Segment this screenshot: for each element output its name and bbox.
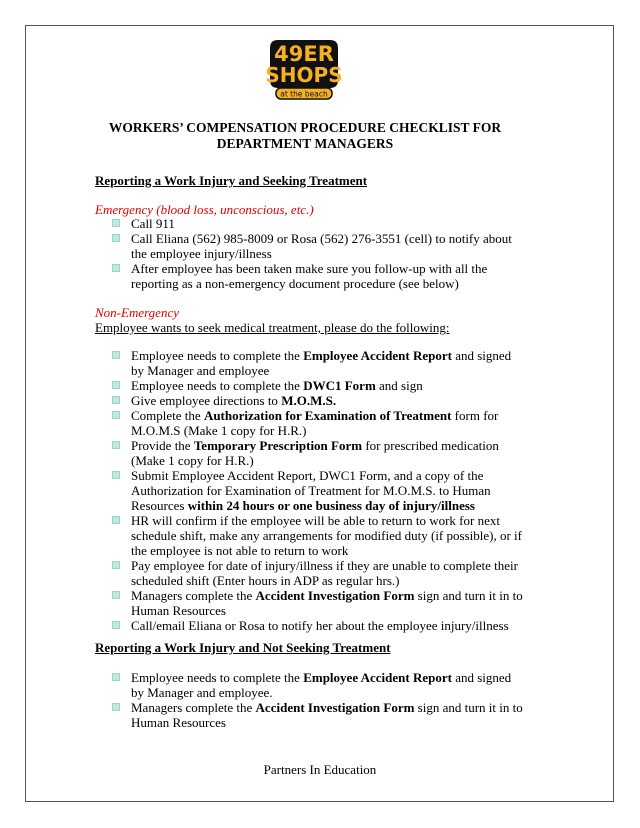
item-text: for prescribed medication bbox=[362, 438, 499, 453]
item-bold-text: Accident Investigation Form bbox=[255, 700, 415, 715]
item-text: After employee has been taken make sure you follow-up with all the bbox=[131, 261, 488, 276]
49er-shops-logo bbox=[264, 36, 344, 102]
item-text: Human Resources bbox=[131, 603, 226, 618]
emergency-checklist bbox=[95, 216, 512, 291]
checkbox-icon[interactable] bbox=[112, 703, 120, 711]
item-bold-text: Authorization for Examination of Treatment bbox=[203, 408, 452, 423]
document-title bbox=[95, 120, 515, 152]
checklist-item bbox=[95, 408, 523, 438]
checklist-item bbox=[95, 700, 523, 730]
item-text: Managers complete the bbox=[131, 700, 256, 715]
item-text: Call Eliana (562) 985-8009 or Rosa (562) 276-3551 (cell) to notify about bbox=[131, 231, 512, 246]
checklist-item bbox=[95, 348, 523, 378]
item-text: and signed bbox=[451, 670, 512, 685]
item-text: Employee needs to complete the bbox=[131, 348, 304, 363]
no-treatment-checklist bbox=[95, 670, 523, 730]
checkbox-icon[interactable] bbox=[112, 561, 120, 569]
checklist-item bbox=[95, 588, 523, 618]
checklist-item bbox=[95, 468, 523, 513]
checkbox-icon[interactable] bbox=[112, 516, 120, 524]
item-bold-text: DWC1 Form bbox=[303, 378, 376, 393]
item-text: and sign bbox=[375, 378, 423, 393]
checkbox-icon[interactable] bbox=[112, 264, 120, 272]
logo-tagline: at the beach bbox=[280, 89, 328, 99]
checklist-item bbox=[95, 231, 512, 261]
item-text: sign and turn it in to bbox=[414, 588, 523, 603]
item-text: Employee needs to complete the bbox=[131, 670, 304, 685]
checkbox-icon[interactable] bbox=[112, 441, 120, 449]
checklist-item bbox=[95, 216, 512, 231]
item-text: Complete the bbox=[131, 408, 204, 423]
item-text: Resources bbox=[131, 498, 188, 513]
item-text: by Manager and employee bbox=[131, 363, 270, 378]
emergency-heading: Emergency (blood loss, unconscious, etc.) bbox=[95, 202, 314, 217]
item-text: Provide the bbox=[131, 438, 194, 453]
item-text: Human Resources bbox=[131, 715, 226, 730]
checklist-item bbox=[95, 438, 523, 468]
non-emergency-heading: Non-Emergency bbox=[95, 305, 179, 320]
item-bold-text: Employee Accident Report bbox=[303, 348, 452, 363]
checklist-item bbox=[95, 558, 523, 588]
item-bold-text: Accident Investigation Form bbox=[255, 588, 415, 603]
checkbox-icon[interactable] bbox=[112, 673, 120, 681]
item-text: M.O.M.S (Make 1 copy for H.R.) bbox=[131, 423, 307, 438]
non-emergency-subheading: Employee wants to seek medical treatment, please do the following: bbox=[95, 320, 450, 335]
item-text: Managers complete the bbox=[131, 588, 256, 603]
title-line: DEPARTMENT MANAGERS bbox=[216, 136, 394, 151]
item-text: Give employee directions to bbox=[131, 393, 282, 408]
item-bold-text: Employee Accident Report bbox=[303, 670, 452, 685]
title-line: WORKERS’ COMPENSATION PROCEDURE CHECKLIST FOR bbox=[108, 120, 502, 135]
checkbox-icon[interactable] bbox=[112, 219, 120, 227]
checkbox-icon[interactable] bbox=[112, 381, 120, 389]
item-text: schedule shift, make any arrangements for modified duty (if possible), or if bbox=[131, 528, 522, 543]
checkbox-icon[interactable] bbox=[112, 351, 120, 359]
item-text: the employee injury/illness bbox=[131, 246, 272, 261]
checkbox-icon[interactable] bbox=[112, 234, 120, 242]
checkbox-icon[interactable] bbox=[112, 471, 120, 479]
checklist-item bbox=[95, 378, 523, 393]
checkbox-icon[interactable] bbox=[112, 396, 120, 404]
item-bold-text: within 24 hours or one business day of injury/illness bbox=[187, 498, 475, 513]
checklist-item bbox=[95, 261, 512, 291]
item-text: Call/email Eliana or Rosa to notify her about the employee injury/illness bbox=[131, 618, 509, 633]
non-emergency-checklist bbox=[95, 348, 523, 633]
checklist-item bbox=[95, 670, 523, 700]
item-bold-text: Temporary Prescription Form bbox=[193, 438, 363, 453]
item-text: the employee is not able to return to work bbox=[131, 543, 349, 558]
item-text: Call 911 bbox=[131, 216, 175, 231]
item-text: sign and turn it in to bbox=[414, 700, 523, 715]
checklist-item bbox=[95, 618, 523, 633]
item-text: Submit Employee Accident Report, DWC1 Form, and a copy of the bbox=[131, 468, 484, 483]
item-bold-text: M.O.M.S. bbox=[281, 393, 337, 408]
item-text: Authorization for Examination of Treatment for M.O.M.S. to Human bbox=[131, 483, 491, 498]
section-heading: Reporting a Work Injury and Seeking Treatment bbox=[95, 173, 368, 188]
item-text: scheduled shift (Enter hours in ADP as regular hrs.) bbox=[131, 573, 400, 588]
footer-text: Partners In Education bbox=[263, 762, 377, 777]
checklist-item bbox=[95, 393, 523, 408]
item-text: Pay employee for date of injury/illness if they are unable to complete their bbox=[131, 558, 518, 573]
logo-line2: SHOPS bbox=[265, 63, 343, 87]
logo-line1: 49ER bbox=[274, 42, 334, 66]
item-text: (Make 1 copy for H.R.) bbox=[131, 453, 254, 468]
checkbox-icon[interactable] bbox=[112, 621, 120, 629]
item-text: by Manager and employee. bbox=[131, 685, 273, 700]
item-text: Employee needs to complete the bbox=[131, 378, 304, 393]
item-text: form for bbox=[451, 408, 499, 423]
item-text: HR will confirm if the employee will be able to return to work for next bbox=[131, 513, 500, 528]
item-text: reporting as a non-emergency document procedure (see below) bbox=[131, 276, 459, 291]
checkbox-icon[interactable] bbox=[112, 411, 120, 419]
checkbox-icon[interactable] bbox=[112, 591, 120, 599]
checklist-item bbox=[95, 513, 523, 558]
item-text: and signed bbox=[451, 348, 512, 363]
section-heading: Reporting a Work Injury and Not Seeking Treatment bbox=[95, 640, 391, 655]
